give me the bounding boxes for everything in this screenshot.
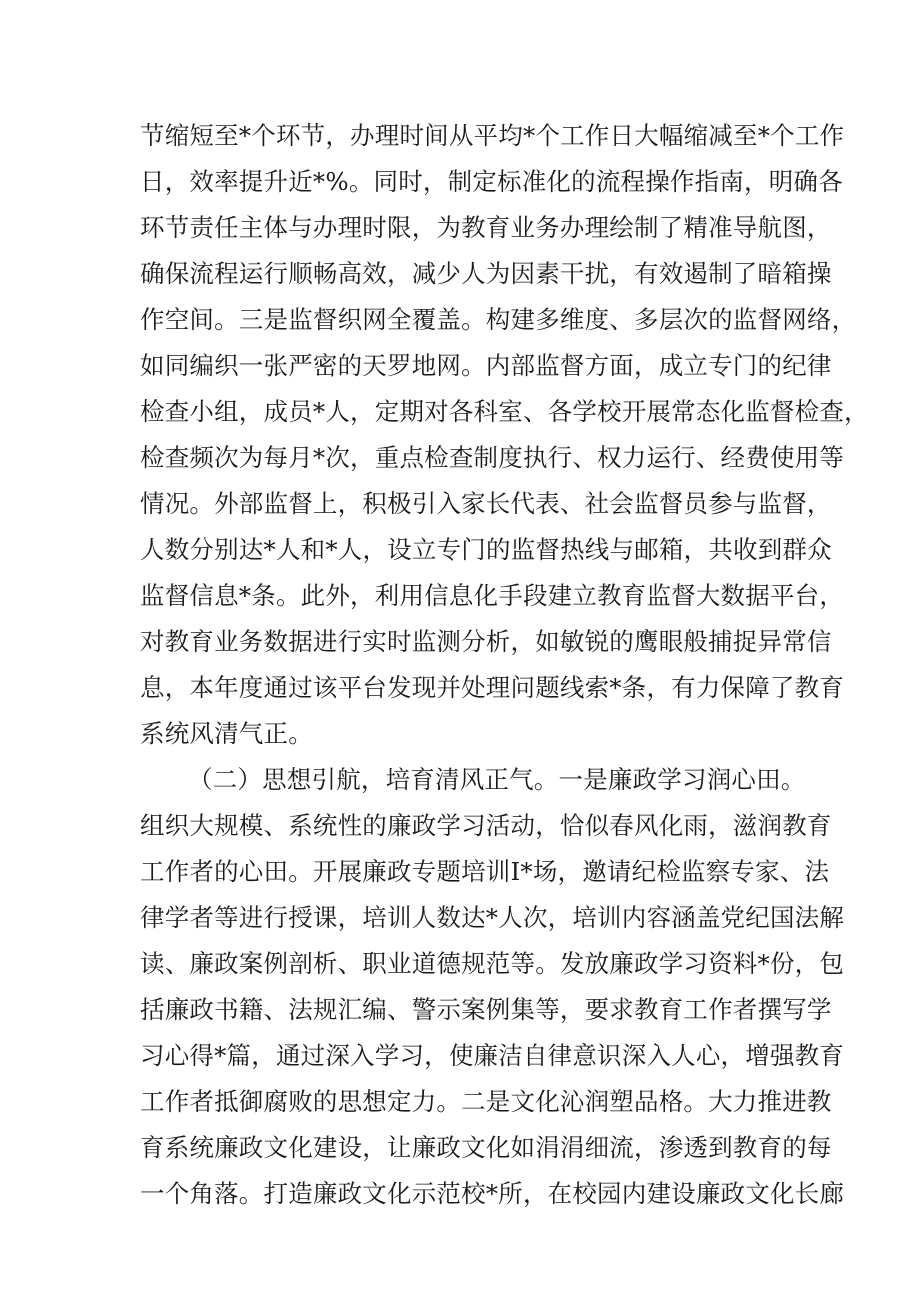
text-line: 日，效率提升近*%。同时，制定标准化的流程操作指南，明确各 [140,167,843,196]
text-line: 工作者抵御腐败的思想定力。二是文化沁润塑品格。大力推进教 [140,1087,832,1116]
text-line: 如同编织一张严密的天罗地网。内部监督方面，成立专门的纪律 [140,351,832,380]
text-line: 人数分别达*人和*人，设立专门的监督热线与邮箱，共收到群众 [140,535,832,564]
text-line: 育系统廉政文化建设，让廉政文化如涓涓细流，渗透到教育的每 [140,1133,832,1162]
text-line: 确保流程运行顺畅高效，减少人为因素干扰，有效遏制了暗箱操 [140,259,832,288]
text-line: 环节责任主体与办理时限，为教育业务办理绘制了精准导航图， [140,213,832,242]
text-line: 对教育业务数据进行实时监测分析，如敏锐的鹰眼般捕捉异常信 [140,627,832,656]
text-line: 节缩短至*个环节，办理时间从平均*个工作日大幅缩减至*个工作 [140,121,845,150]
text-line: 习心得*篇，通过深入学习，使廉洁自律意识深入人心，增强教育 [140,1041,845,1070]
text-line: 检查频次为每月*次，重点检查制度执行、权力运行、经费使用等 [140,443,845,472]
text-line: 读、廉政案例剖析、职业道德规范等。发放廉政学习资料*份，包 [140,949,845,978]
text-line: 一个角落。打造廉政文化示范校*所，在校园内建设廉政文化长廊 [140,1179,845,1208]
text-line: 律学者等进行授课，培训人数达*人次，培训内容涵盖党纪国法解 [140,903,845,932]
text-line: 息，本年度通过该平台发现并处理问题线索*条，有力保障了教育 [140,673,845,702]
text-line: 组织大规模、系统性的廉政学习活动，恰似春风化雨，滋润教育 [140,811,832,840]
text-line: 监督信息*条。此外，利用信息化手段建立教育监督大数据平台， [140,581,845,610]
section-heading-line: （二）思想引航，培育清风正气。一是廉政学习润心田。 [188,765,806,794]
text-line: 检查小组，成员*人，定期对各科室、各学校开展常态化监督检查， [140,397,869,426]
text-line: 情况。外部监督上，积极引入家长代表、社会监督员参与监督， [140,489,832,518]
text-line: 作空间。三是监督织网全覆盖。构建多维度、多层次的监督网络， [140,305,857,334]
text-line: 系统风清气正。 [140,719,313,748]
text-line: 工作者的心田。开展廉政专题培训I*场，邀请纪检监察专家、法 [140,857,830,886]
text-line: 括廉政书籍、法规汇编、警示案例集等，要求教育工作者撰写学 [140,995,832,1024]
